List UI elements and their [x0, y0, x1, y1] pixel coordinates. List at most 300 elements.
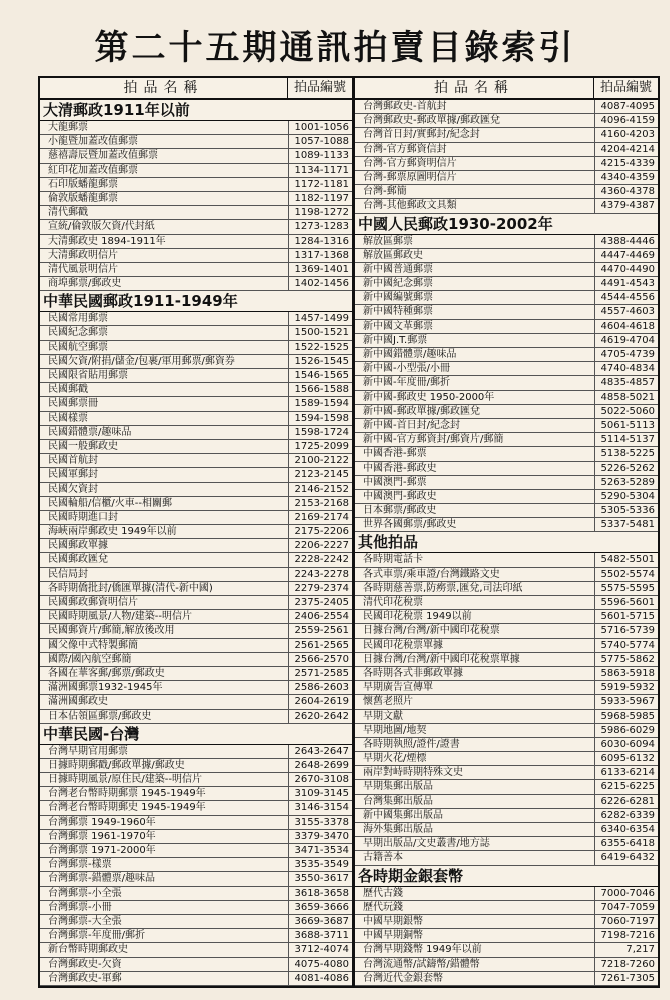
item-name: 新中國錯體票/趣味品 — [363, 349, 457, 360]
item-code: 2670-3108 — [288, 773, 352, 786]
index-row — [40, 383, 352, 397]
index-row — [355, 610, 658, 624]
item-code: 3659-3666 — [288, 901, 352, 914]
item-code: 5986-6029 — [594, 724, 658, 737]
item-name: 中國早期銅幣 — [363, 930, 423, 942]
item-name: 台灣郵票 1961-1970年 — [48, 830, 156, 842]
index-row — [40, 440, 352, 454]
item-code: 1182-1197 — [288, 192, 352, 205]
item-code: 4388-4446 — [594, 235, 658, 248]
item-name: 民國常用郵票 — [48, 313, 108, 325]
item-name: 民國錯體票/趣味品 — [48, 426, 132, 438]
index-row — [40, 497, 352, 511]
index-row — [40, 326, 352, 340]
item-name: 台灣郵政史-郵政單據/郵政匯兌 — [363, 115, 500, 127]
item-code: 1457-1499 — [288, 312, 352, 325]
index-row — [40, 397, 352, 411]
item-name: 新中國-首日封/紀念封 — [363, 419, 460, 431]
item-name: 民信局封 — [48, 568, 88, 580]
item-code: 2604-2619 — [288, 695, 352, 708]
item-code: 1725-2099 — [288, 440, 352, 453]
item-code: 4544-4556 — [594, 291, 658, 304]
item-name: 世界各國郵票/郵政史 — [363, 519, 457, 531]
item-name: 滿洲國郵票1932-1945年 — [48, 682, 163, 694]
item-name: 台灣郵票 1949-1960年 — [48, 816, 156, 828]
index-row — [355, 171, 658, 185]
index-row — [355, 305, 658, 319]
index-row — [40, 192, 352, 206]
index-row — [40, 610, 352, 624]
item-code: 5601-5715 — [594, 610, 658, 623]
item-code: 2169-2174 — [288, 511, 352, 524]
item-name: 台灣-官方郵資信封 — [363, 143, 447, 155]
item-code: 5061-5113 — [594, 419, 658, 432]
item-code: 4835-4857 — [594, 376, 658, 389]
item-code: 5716-5739 — [594, 624, 658, 637]
item-name: 台灣-郵簡 — [363, 186, 407, 198]
item-name: 日據台灣/台灣/新中國印花稅票單據 — [363, 653, 520, 665]
item-code: 6340-6354 — [594, 823, 658, 836]
item-name: 新中國-郵政史 1950-2000年 — [363, 391, 495, 403]
item-code: 1198-1272 — [288, 206, 352, 219]
index-row — [40, 277, 352, 291]
item-name: 各時期慈善票,防癆票,匯兌,司法印紙 — [363, 582, 523, 594]
index-row — [40, 710, 352, 724]
index-row — [40, 369, 352, 383]
item-code: 2559-2561 — [288, 624, 352, 637]
index-row — [355, 277, 658, 291]
item-name: 海外集郵出版品 — [363, 824, 433, 835]
item-name: 新中國編號郵票 — [363, 292, 433, 304]
item-code: 4096-4159 — [594, 114, 658, 127]
index-row — [355, 582, 658, 596]
index-row — [40, 858, 352, 872]
item-name: 台灣近代金銀套幣 — [363, 972, 443, 984]
index-row — [355, 490, 658, 504]
item-name: 日本郵票/郵政史 — [363, 505, 437, 517]
index-row — [40, 249, 352, 263]
section-title: 其他拍品 — [355, 532, 658, 553]
item-name: 日據時期郵戳/郵政單據/郵政史 — [48, 759, 185, 771]
item-code: 2279-2374 — [288, 582, 352, 595]
item-name: 台灣郵票 1971-2000年 — [48, 845, 156, 856]
index-row — [355, 667, 658, 681]
item-code: 4379-4387 — [594, 199, 658, 212]
item-code: 6133-6214 — [594, 766, 658, 779]
item-name: 台灣郵政史-軍郵 — [48, 972, 122, 984]
item-code: 1273-1283 — [288, 220, 352, 233]
item-code: 4604-4618 — [594, 320, 658, 333]
item-code: 2228-2242 — [288, 553, 352, 566]
item-name: 民國軍郵封 — [48, 469, 98, 481]
item-name: 民國時期進口封 — [48, 511, 118, 523]
item-code: 3618-3658 — [288, 887, 352, 900]
index-row — [40, 220, 352, 234]
item-code: 7000-7046 — [594, 887, 658, 900]
item-code: 2566-2570 — [288, 653, 352, 666]
index-row — [40, 568, 352, 582]
section-title: 各時期金銀套幣 — [355, 866, 658, 887]
index-row — [355, 334, 658, 348]
index-row — [40, 801, 352, 815]
index-row — [355, 596, 658, 610]
item-name: 民國郵政匯兌 — [48, 554, 108, 566]
item-code: 6215-6225 — [594, 780, 658, 793]
item-code: 2561-2565 — [288, 639, 352, 652]
item-code: 6095-6132 — [594, 752, 658, 765]
index-row — [355, 100, 658, 114]
item-name: 台灣老台幣時期郵票 1945-1949年 — [48, 788, 206, 800]
index-row — [355, 447, 658, 461]
item-code: 1089-1133 — [288, 149, 352, 162]
index-row — [40, 653, 352, 667]
index-row — [40, 787, 352, 801]
index-row — [355, 958, 658, 972]
index-row — [355, 419, 658, 433]
item-name: 台灣郵票-樣票 — [48, 859, 112, 871]
index-row — [40, 887, 352, 901]
item-name: 台灣郵票-錯體票/趣味品 — [48, 873, 155, 885]
item-code: 4360-4378 — [594, 185, 658, 198]
item-code: 2648-2699 — [288, 759, 352, 772]
index-row — [40, 312, 352, 326]
item-code: 2406-2554 — [288, 610, 352, 623]
item-name: 各時期各式非郵政單據 — [363, 667, 463, 679]
index-row — [40, 263, 352, 277]
item-code: 4215-4339 — [594, 157, 658, 170]
item-code: 3379-3470 — [288, 830, 352, 843]
item-name: 民國郵政郵資明信片 — [48, 597, 138, 608]
index-row — [355, 199, 658, 213]
index-row — [355, 553, 658, 567]
index-row — [40, 553, 352, 567]
item-code: 1172-1181 — [288, 178, 352, 191]
index-row — [355, 752, 658, 766]
item-name: 中國香港-郵票 — [363, 448, 427, 460]
item-code: 7261-7305 — [594, 972, 658, 985]
item-code: 1566-1588 — [288, 383, 352, 396]
index-row — [355, 943, 658, 957]
item-code: 3109-3145 — [288, 787, 352, 800]
item-name: 歷代古錢 — [363, 887, 403, 899]
item-name: 國際/國內航空郵簡 — [48, 653, 132, 665]
index-row — [40, 206, 352, 220]
item-code: 3155-3378 — [288, 816, 352, 829]
item-name: 民國欠資封 — [48, 483, 98, 495]
item-code: 3712-4074 — [288, 943, 352, 956]
item-code: 2375-2405 — [288, 596, 352, 609]
index-row — [40, 454, 352, 468]
index-row — [40, 624, 352, 638]
item-name: 早期集郵出版品 — [363, 781, 433, 793]
index-row — [40, 872, 352, 886]
index-row — [355, 809, 658, 823]
item-name: 台灣郵票-大全張 — [48, 915, 122, 927]
index-row — [40, 695, 352, 709]
item-code: 2571-2585 — [288, 667, 352, 680]
item-name: 大清郵政明信片 — [48, 249, 118, 261]
index-row — [40, 901, 352, 915]
item-name: 中國澳門-郵票 — [363, 476, 427, 488]
index-row — [40, 972, 352, 986]
index-row — [40, 121, 352, 135]
item-code: 2123-2145 — [288, 468, 352, 481]
item-name: 台灣-官方郵資明信片 — [363, 157, 457, 169]
item-name: 新中國文革郵票 — [363, 320, 433, 332]
index-row — [40, 483, 352, 497]
section-title: 中華民國郵政1911-1949年 — [40, 291, 352, 312]
item-name: 兩岸對峙時期特殊文史 — [363, 767, 463, 779]
item-code: 5933-5967 — [594, 695, 658, 708]
item-code: 5596-5601 — [594, 596, 658, 609]
item-name: 中國澳門-郵政史 — [363, 490, 437, 502]
item-name: 民國欠資/附捐/儲金/包裹/軍用郵票/郵資券 — [48, 355, 235, 367]
item-code: 5138-5225 — [594, 447, 658, 460]
item-code: 7,217 — [594, 943, 658, 956]
item-code: 2175-2206 — [288, 525, 352, 538]
item-name: 台灣老台幣時期郵史 1945-1949年 — [48, 802, 206, 814]
index-row — [40, 582, 352, 596]
item-code: 7047-7059 — [594, 901, 658, 914]
left-index-column — [38, 76, 354, 988]
item-name: 民國印花稅票單據 — [363, 639, 443, 651]
item-name: 台灣郵政史-首航封 — [363, 101, 447, 112]
index-row — [355, 738, 658, 752]
index-row — [355, 249, 658, 263]
item-code: 5502-5574 — [594, 568, 658, 581]
index-row — [40, 830, 352, 844]
index-row — [40, 667, 352, 681]
item-code: 1134-1171 — [288, 164, 352, 177]
item-code: 7060-7197 — [594, 915, 658, 928]
item-name: 日本佔領區郵票/郵政史 — [48, 710, 152, 722]
index-row — [355, 476, 658, 490]
index-row — [355, 929, 658, 943]
item-code: 5482-5501 — [594, 553, 658, 566]
item-name: 新中國-官方郵資封/郵資片/郵簡 — [363, 434, 504, 446]
index-row — [355, 653, 658, 667]
item-code: 3146-3154 — [288, 801, 352, 814]
item-code: 4160-4203 — [594, 128, 658, 141]
item-code: 1057-1088 — [288, 135, 352, 148]
item-name: 民國一般郵政史 — [48, 440, 118, 452]
item-name: 懷舊老照片 — [363, 696, 413, 708]
item-name: 民國郵政單據 — [48, 540, 108, 552]
index-row — [355, 348, 658, 362]
item-name: 古籍善本 — [363, 852, 403, 864]
index-row — [40, 958, 352, 972]
index-row — [355, 724, 658, 738]
header-item-code: 拍品編號 — [287, 78, 352, 98]
item-code: 7198-7216 — [594, 929, 658, 942]
index-row — [40, 341, 352, 355]
index-row — [355, 780, 658, 794]
item-name: 新中國集郵出版品 — [363, 809, 443, 821]
index-row — [355, 887, 658, 901]
item-code: 1317-1368 — [288, 249, 352, 262]
item-name: 民國印花稅票 1949以前 — [363, 611, 472, 623]
item-name: 各國在華客郵/郵票/郵政史 — [48, 667, 165, 679]
item-name: 民國限省貼用郵票 — [48, 370, 128, 381]
item-code: 1500-1521 — [288, 326, 352, 339]
item-name: 早期出版品/文史叢書/地方誌 — [363, 838, 490, 850]
section-title: 大清郵政1911年以前 — [40, 100, 352, 121]
index-row — [40, 355, 352, 369]
item-code: 6355-6418 — [594, 837, 658, 850]
item-name: 台灣郵票-小全張 — [48, 887, 122, 899]
item-name: 清代郵戳 — [48, 207, 88, 219]
item-code: 2243-2278 — [288, 568, 352, 581]
item-name: 日據台灣/台灣/新中國印花稅票 — [363, 625, 500, 637]
item-code: 2146-2152 — [288, 483, 352, 496]
index-row — [355, 391, 658, 405]
item-name: 小龍暨加蓋改值郵票 — [48, 136, 138, 148]
item-code: 5337-5481 — [594, 518, 658, 531]
right-index-column — [354, 76, 660, 988]
index-row — [355, 915, 658, 929]
item-name: 倫敦版蟠龍郵票 — [48, 192, 118, 204]
index-row — [355, 157, 658, 171]
header-item-name: 拍品名稱 — [123, 80, 204, 96]
item-code: 5022-5060 — [594, 405, 658, 418]
item-name: 台灣首日封/實郵封/紀念封 — [363, 129, 480, 141]
index-row — [355, 291, 658, 305]
item-code: 4087-4095 — [594, 100, 658, 113]
item-code: 1402-1456 — [288, 277, 352, 290]
page-title: 第二十五期通訊拍賣目錄索引 — [94, 28, 576, 68]
item-name: 中國早期銀幣 — [363, 915, 423, 927]
index-row — [355, 462, 658, 476]
index-row — [40, 745, 352, 759]
item-name: 中國香港-郵政史 — [363, 462, 437, 474]
index-row — [40, 468, 352, 482]
item-name: 大清郵政史 1894-1911年 — [48, 235, 166, 247]
index-row — [40, 639, 352, 653]
item-name: 新中國-小型張/小冊 — [363, 363, 450, 375]
index-row — [40, 412, 352, 426]
item-code: 6030-6094 — [594, 738, 658, 751]
item-name: 大龍郵票 — [48, 122, 88, 133]
item-code: 1589-1594 — [288, 397, 352, 410]
item-code: 3550-3617 — [288, 872, 352, 885]
item-code: 3688-3711 — [288, 929, 352, 942]
item-code: 7218-7260 — [594, 958, 658, 971]
item-name: 早期文獻 — [363, 710, 403, 722]
item-name: 商埠郵票/郵政史 — [48, 278, 122, 290]
index-row — [355, 823, 658, 837]
section-title: 中國人民郵政1930-2002年 — [355, 214, 658, 235]
index-row — [355, 766, 658, 780]
index-row — [40, 511, 352, 525]
index-row — [355, 185, 658, 199]
column-header — [355, 78, 658, 100]
item-code: 5740-5774 — [594, 639, 658, 652]
index-row — [355, 681, 658, 695]
index-row — [40, 915, 352, 929]
item-name: 紅印花加蓋改值郵票 — [48, 164, 138, 176]
item-name: 台灣流通幣/試鑄幣/錯體幣 — [363, 958, 480, 970]
item-code: 5919-5932 — [594, 681, 658, 694]
item-code: 2153-2168 — [288, 497, 352, 510]
item-code: 1001-1056 — [288, 121, 352, 134]
header-item-name: 拍品名稱 — [434, 80, 514, 96]
item-name: 滿洲國郵政史 — [48, 696, 108, 708]
index-row — [40, 525, 352, 539]
item-code: 1598-1724 — [288, 426, 352, 439]
item-code: 4557-4603 — [594, 305, 658, 318]
index-row — [40, 844, 352, 858]
index-row — [40, 929, 352, 943]
item-name: 海峽兩岸郵政史 1949年以前 — [48, 526, 177, 538]
index-row — [355, 837, 658, 851]
item-code: 6419-6432 — [594, 851, 658, 864]
index-row — [355, 795, 658, 809]
index-row — [355, 695, 658, 709]
index-row — [40, 164, 352, 178]
item-name: 石印版蟠龍郵票 — [48, 178, 118, 190]
item-name: 早期廣告宣傳單 — [363, 682, 433, 694]
item-name: 台灣郵票-小冊 — [48, 901, 112, 913]
index-row — [355, 376, 658, 390]
item-name: 早期火花/煙標 — [363, 753, 427, 765]
index-row — [40, 539, 352, 553]
index-row — [355, 851, 658, 865]
item-name: 解放區郵政史 — [363, 249, 423, 261]
index-row — [40, 235, 352, 249]
item-code: 4470-4490 — [594, 263, 658, 276]
item-name: 各時期執照/證件/證書 — [363, 738, 460, 750]
item-code: 5775-5862 — [594, 653, 658, 666]
index-row — [40, 149, 352, 163]
item-name: 新中國-郵政單據/郵政匯兌 — [363, 405, 480, 417]
item-code: 4204-4214 — [594, 143, 658, 156]
index-row — [40, 178, 352, 192]
item-name: 解放區郵票 — [363, 235, 413, 247]
item-code: 6226-6281 — [594, 795, 658, 808]
item-code: 2643-2647 — [288, 745, 352, 758]
item-code: 4619-4704 — [594, 334, 658, 347]
item-name: 宣統/倫敦版欠資/代封紙 — [48, 221, 155, 233]
item-code: 3669-3687 — [288, 915, 352, 928]
index-row — [355, 568, 658, 582]
item-code: 4491-4543 — [594, 277, 658, 290]
item-code: 5863-5918 — [594, 667, 658, 680]
item-name: 各時期僑批封/僑匯單據(清代-新中國) — [48, 582, 213, 594]
index-row — [355, 504, 658, 518]
item-name: 民國輪船/信櫃/火車--相關郵 — [48, 497, 172, 509]
item-name: 民國郵資片/郵簡,解放後改用 — [48, 625, 175, 637]
index-row — [355, 710, 658, 724]
item-name: 民國航空郵票 — [48, 341, 108, 353]
item-code: 1369-1401 — [288, 263, 352, 276]
header-item-code: 拍品編號 — [593, 78, 658, 98]
index-row — [355, 433, 658, 447]
index-row — [355, 362, 658, 376]
item-name: 台灣-其他郵政文具類 — [363, 200, 457, 212]
item-name: 台灣早期錢幣 1949年以前 — [363, 944, 482, 956]
item-name: 民國樣票 — [48, 412, 88, 424]
item-code: 4858-5021 — [594, 391, 658, 404]
item-name: 日據時期風景/原住民/建築--明信片 — [48, 774, 202, 786]
index-row — [355, 972, 658, 986]
item-name: 新中國特種郵票 — [363, 306, 433, 318]
item-name: 各時期電話卡 — [363, 554, 423, 566]
index-row — [40, 596, 352, 610]
item-code: 2620-2642 — [288, 710, 352, 723]
index-row — [355, 320, 658, 334]
item-name: 新中國J.T.郵票 — [363, 334, 428, 346]
index-row — [40, 816, 352, 830]
